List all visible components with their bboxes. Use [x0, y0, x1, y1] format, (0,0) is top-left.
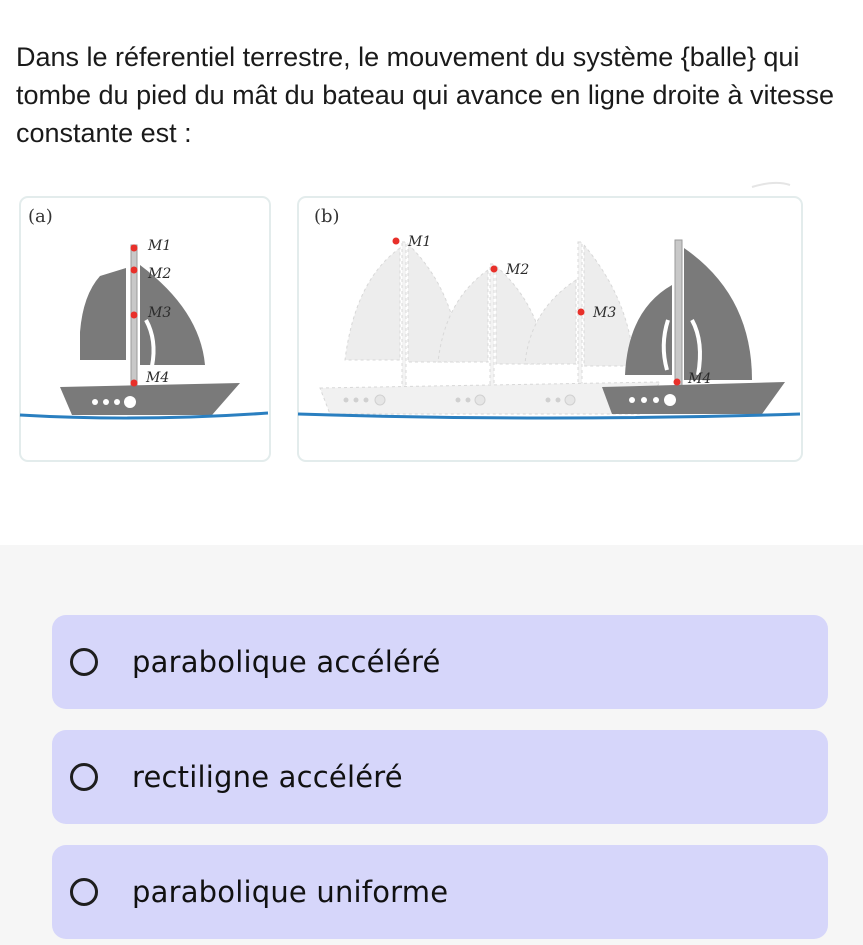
point-a-m4 [131, 380, 138, 387]
point-a-m1 [131, 245, 138, 252]
panel-b-label: (b) [314, 206, 340, 227]
boat-a-porthole [124, 396, 136, 408]
radio-circle-icon[interactable] [70, 648, 98, 676]
boat-diagram [0, 170, 863, 490]
label-b-m3: M3 [593, 305, 617, 321]
boat-a-porthole [103, 399, 109, 405]
boat-a-hull [60, 383, 240, 415]
option-parabolique-accelere[interactable] [52, 615, 828, 709]
label-b-m2: M2 [506, 262, 530, 278]
point-b-m2 [491, 266, 498, 273]
option-rectiligne-accelere[interactable] [52, 730, 828, 824]
boat-b-porthole [653, 397, 659, 403]
point-b-m4 [674, 379, 681, 386]
answers-area [0, 545, 863, 945]
option-label: parabolique accéléré [132, 645, 441, 679]
panel-a-label: (a) [28, 206, 53, 227]
option-parabolique-uniforme[interactable] [52, 845, 828, 939]
point-a-m3 [131, 312, 138, 319]
boat-b-porthole [629, 397, 635, 403]
label-a-m2: M2 [148, 266, 172, 282]
label-b-m4: M4 [688, 371, 712, 387]
option-label: rectiligne accéléré [132, 760, 403, 794]
option-label: parabolique uniforme [132, 875, 449, 909]
label-b-m1: M1 [408, 234, 432, 250]
boat-a-porthole [92, 399, 98, 405]
decorative-arc [752, 183, 790, 187]
boat-b-mast [675, 240, 682, 390]
point-b-m3 [578, 309, 585, 316]
boat-a-porthole [114, 399, 120, 405]
radio-circle-icon[interactable] [70, 878, 98, 906]
label-a-m1: M1 [148, 238, 172, 254]
question-text: Dans le réferentiel terrestre, le mouvement du système {balle} qui tombe du pied du mât du bateau qui avance en ligne droite à vitesse constante est : [16, 42, 835, 148]
boat-figure [0, 170, 863, 490]
point-a-m2 [131, 267, 138, 274]
label-a-m4: M4 [146, 370, 170, 386]
point-b-m1 [393, 238, 400, 245]
boat-b-porthole [641, 397, 647, 403]
boat-b-porthole [664, 394, 676, 406]
label-a-m3: M3 [148, 305, 172, 321]
radio-circle-icon[interactable] [70, 763, 98, 791]
